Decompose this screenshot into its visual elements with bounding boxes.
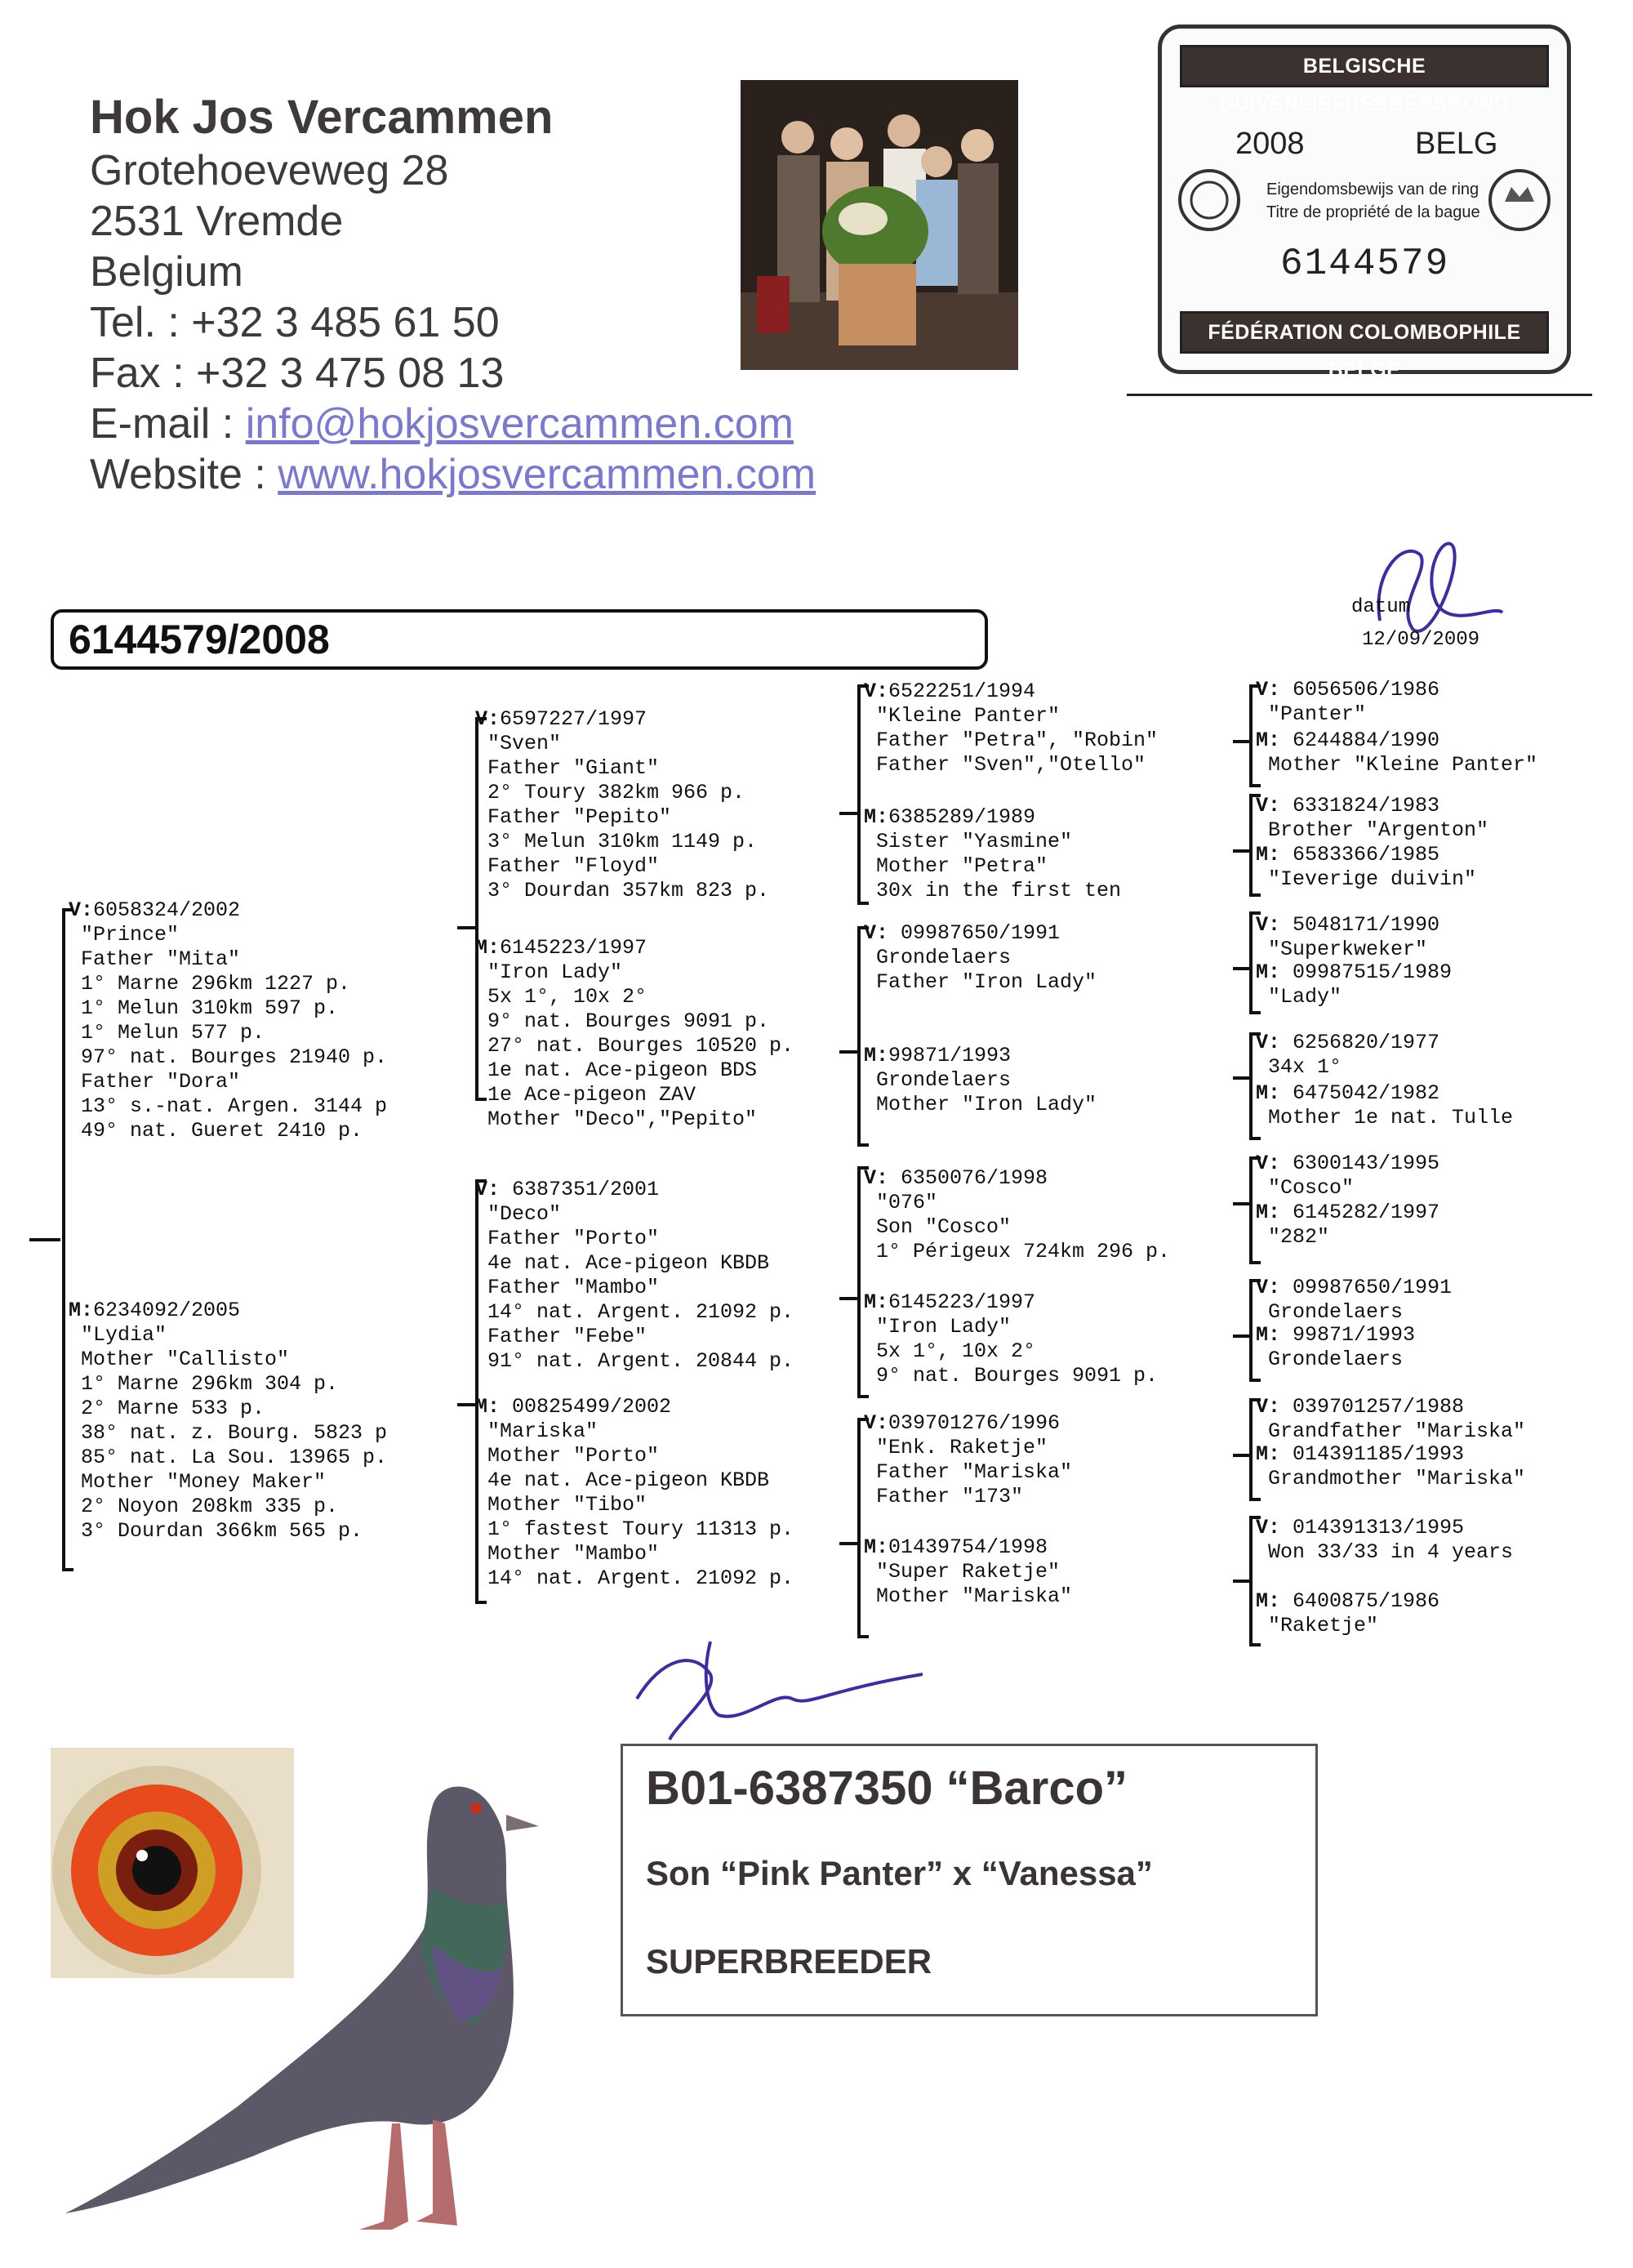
gen3-5	[864, 1290, 1158, 1388]
ring-certificate-frame	[1158, 25, 1571, 381]
gen4-8	[1256, 1152, 1439, 1201]
gen4-15-text: 6400875/1986 "Raketje"	[1268, 1589, 1440, 1638]
breeder-name: Hok Jos Vercammen	[90, 91, 554, 144]
date-label: datum	[1351, 596, 1411, 618]
gen4-9-label: M:	[1256, 1201, 1281, 1224]
website-link[interactable]: www.hokjosvercammen.com	[278, 451, 816, 498]
gen4-tick-6	[1233, 1454, 1249, 1457]
gen4-13-text: 014391185/1993 Grandmother "Mariska"	[1268, 1442, 1526, 1490]
gen4-bracket-4	[1249, 1156, 1253, 1264]
gen4-3	[1256, 843, 1476, 892]
date-value: 12/09/2009	[1362, 629, 1480, 651]
gen4-0-label: V:	[1256, 678, 1281, 702]
gen4-10-text: 09987650/1991 Grondelaers	[1268, 1276, 1453, 1324]
gen4-5	[1256, 960, 1452, 1009]
gen4-bracket-5	[1249, 1279, 1253, 1382]
gen1-sire-text: 6058324/2002 "Prince" Father "Mita" 1° Marne 296km 1227 p. 1° Melun 310km 597 p. 1° Melun 577 p. 97° nat. Bourges 21940 p. Father "Dora" 13° s.-nat. Argen. 3144 p 49° nat. Gueret 2410 p.	[81, 898, 388, 1143]
gen4-10	[1256, 1276, 1452, 1325]
gen4-tick-0	[1233, 740, 1249, 743]
gen1-sire	[69, 898, 387, 1143]
gen4-11	[1256, 1323, 1415, 1372]
pedigree-title-box	[51, 609, 988, 670]
gen4-12	[1256, 1395, 1525, 1444]
gen4-7	[1256, 1081, 1513, 1130]
breeder-header	[90, 90, 816, 500]
gen4-2-text: 6331824/1983 Brother "Argenton"	[1268, 794, 1489, 842]
ring-line-nl: Eigendomsbewijs van de ring	[1266, 180, 1479, 198]
featured-bird-box	[621, 1744, 1318, 2016]
gen1-bracket	[62, 908, 65, 1571]
breeder-street: Grotehoeveweg 28	[90, 147, 449, 194]
gen1-dam-text: 6234092/2005 "Lydia" Mother "Callisto" 1° Marne 296km 304 p. 2° Marne 533 p. 38° nat. z. Bourg. 5823 p 85° nat. La Sou. 13965 p. Mother "Money Maker" 2° Noyon 208km 335 p. 3° Dourdan 366km 565 p.	[81, 1299, 388, 1543]
gen3c-bracket	[857, 1166, 861, 1398]
gen4-11-label: M:	[1256, 1323, 1281, 1347]
gen4-7-label: M:	[1256, 1081, 1281, 1105]
gen3-3-text: 99871/1993 Grondelaers Mother "Iron Lady"	[876, 1044, 1097, 1116]
gen4-tick-1	[1233, 849, 1249, 853]
gen4-bracket-3	[1249, 1032, 1253, 1140]
breeder-website-row	[90, 449, 816, 500]
featured-bird-title: B01-6387350 “Barco”	[646, 1762, 1128, 1815]
gen1-dam	[69, 1299, 387, 1544]
breeder-fax: Fax : +32 3 475 08 13	[90, 350, 505, 397]
breeder-tel: Tel. : +32 3 485 61 50	[90, 299, 500, 346]
gen3-4	[864, 1166, 1170, 1264]
gen4-4-label: V:	[1256, 913, 1281, 937]
gen4-8-text: 6300143/1995 "Cosco"	[1268, 1152, 1440, 1200]
gen4-7-text: 6475042/1982 Mother 1e nat. Tulle	[1268, 1081, 1514, 1130]
gen2-3-label: M:	[475, 1395, 501, 1419]
ring-certificate	[1127, 16, 1592, 396]
pigeon-image-icon	[49, 1740, 572, 2246]
breeder-city: 2531 Vremde	[90, 198, 344, 245]
gen3-7-label: M:	[864, 1535, 889, 1559]
gen4-3-label: M:	[1256, 843, 1281, 867]
gen3d-connector	[839, 1542, 857, 1545]
gen2-sire-sire	[475, 707, 769, 903]
gen3-2-text: 09987650/1991 Grondelaers Father "Iron Lady"	[876, 921, 1097, 994]
featured-bird-tag: SUPERBREEDER	[646, 1942, 932, 1981]
gen4-8-label: V:	[1256, 1152, 1281, 1175]
gen3-6	[864, 1411, 1072, 1509]
team-photo	[741, 80, 1018, 370]
ring-bottom-banner: FÉDÉRATION COLOMBOPHILE BELGE	[1180, 311, 1549, 354]
gen2b-connector	[457, 1403, 475, 1406]
gen3-5-text: 6145223/1997 "Iron Lady" 5x 1°, 10x 2° 9° nat. Bourges 9091 p.	[876, 1290, 1159, 1388]
gen1-dam-label: M:	[69, 1299, 94, 1322]
gen4-14	[1256, 1516, 1513, 1565]
gen3-0-label: V:	[864, 680, 889, 703]
gen3-1-text: 6385289/1989 Sister "Yasmine" Mother "Petra" 30x in the first ten	[876, 805, 1122, 902]
gen4-12-text: 039701257/1988 Grandfather "Mariska"	[1268, 1395, 1526, 1443]
gen3-3-label: M:	[864, 1044, 889, 1067]
gen4-1-text: 6244884/1990 Mother "Kleine Panter"	[1268, 729, 1538, 777]
gen4-14-text: 014391313/1995 Won 33/33 in 4 years	[1268, 1516, 1514, 1564]
ring-number: 6144579	[1280, 243, 1450, 285]
gen4-6-label: V:	[1256, 1031, 1281, 1054]
gen4-tick-2	[1233, 967, 1249, 970]
gen4-2-label: V:	[1256, 794, 1281, 818]
gen4-6	[1256, 1031, 1439, 1080]
gen4-2	[1256, 794, 1488, 843]
gen4-5-label: M:	[1256, 960, 1281, 984]
gen3-1	[864, 805, 1121, 903]
gen4-4-text: 5048171/1990 "Superkweker"	[1268, 913, 1440, 961]
gen2-2-text: 6387351/2001 "Deco" Father "Porto" 4e nat. Ace-pigeon KBDB Father "Mambo" 14° nat. Argent. 21092 p. Father "Febe" 91° nat. Argent. 20844 p.	[487, 1178, 794, 1373]
breeder-email-row	[90, 399, 816, 449]
gen4-tick-3	[1233, 1076, 1249, 1080]
email-label: E-mail :	[90, 400, 246, 448]
ring-line-fr: Titre de propriété de la bague	[1266, 203, 1480, 221]
ring-country: BELG	[1415, 127, 1498, 161]
gen4-bracket-2	[1249, 911, 1253, 1014]
gen4-0	[1256, 678, 1439, 727]
gen3-5-label: M:	[864, 1290, 889, 1314]
gen4-0-text: 6056506/1986 "Panter"	[1268, 678, 1440, 726]
gen3-7-text: 01439754/1998 "Super Raketje" Mother "Mariska"	[876, 1535, 1073, 1608]
gen4-10-label: V:	[1256, 1276, 1281, 1299]
gen3a-connector	[839, 812, 857, 815]
gen1-sire-label: V:	[69, 898, 94, 922]
gen4-1-label: M:	[1256, 729, 1281, 752]
gen3b-connector	[839, 1050, 857, 1054]
gen4-6-text: 6256820/1977 34x 1°	[1268, 1031, 1440, 1079]
gen2a-connector	[457, 926, 475, 929]
gen2-sire-dam	[475, 936, 794, 1132]
gen4-bracket-1	[1249, 794, 1253, 897]
gen4-1	[1256, 729, 1537, 778]
ring-ornament-left-icon	[1168, 151, 1242, 249]
gen3-3	[864, 1044, 1097, 1117]
gen2-0-label: V:	[475, 707, 501, 731]
gen3d-bracket	[857, 1418, 861, 1638]
gen4-tick-4	[1233, 1202, 1249, 1205]
gen4-11-text: 99871/1993 Grondelaers	[1268, 1323, 1416, 1371]
gen4-bracket-6	[1249, 1398, 1253, 1501]
breeder-country: Belgium	[90, 248, 243, 296]
gen3c-connector	[839, 1297, 857, 1300]
gen3-4-label: V:	[864, 1166, 889, 1190]
featured-bird-parents: Son “Pink Panter” x “Vanessa”	[646, 1854, 1153, 1892]
gen2-1-text: 6145223/1997 "Iron Lady" 5x 1°, 10x 2° 9° nat. Bourges 9091 p. 27° nat. Bourges 10520 p. 1e nat. Ace-pigeon BDS 1e Ace-pigeon ZAV Mother "Deco","Pepito"	[487, 936, 794, 1131]
gen3-6-text: 039701276/1996 "Enk. Raketje" Father "Mariska" Father "173"	[876, 1411, 1073, 1508]
gen3-7	[864, 1535, 1072, 1609]
ring-year: 2008	[1235, 127, 1305, 161]
gen4-15-label: M:	[1256, 1589, 1281, 1613]
gen4-9	[1256, 1201, 1439, 1250]
gen4-bracket-7	[1249, 1516, 1253, 1646]
gen2-0-text: 6597227/1997 "Sven" Father "Giant" 2° Toury 382km 966 p. Father "Pepito" 3° Melun 310km 1149 p. Father "Floyd" 3° Dourdan 357km 823 p.	[487, 707, 770, 902]
gen4-bracket-0	[1249, 684, 1253, 787]
gen3a-bracket	[857, 684, 861, 905]
email-link[interactable]: info@hokjosvercammen.com	[245, 400, 794, 448]
root-connector	[29, 1238, 60, 1241]
ring-top-banner: BELGISCHE DUIVENLIEFHEBBERSBOND	[1180, 45, 1549, 87]
gen3-4-text: 6350076/1998 "076" Son "Cosco" 1° Périgeux 724km 296 p.	[876, 1166, 1171, 1263]
pedigree-id: 6144579/2008	[69, 617, 330, 662]
gen3-2-label: V:	[864, 921, 889, 945]
gen3-0	[864, 680, 1158, 778]
gen4-13-label: M:	[1256, 1442, 1281, 1466]
website-label: Website :	[90, 451, 278, 498]
gen2-2-label: V:	[475, 1178, 501, 1201]
gen4-13	[1256, 1442, 1525, 1491]
gen2-dam-sire	[475, 1178, 794, 1374]
gen2-3-text: 00825499/2002 "Mariska" Mother "Porto" 4e nat. Ace-pigeon KBDB Mother "Tibo" 1° fastest Toury 11313 p. Mother "Mambo" 14° nat. Argent. 21092 p.	[487, 1395, 794, 1590]
gen4-3-text: 6583366/1985 "Ieverige duivin"	[1268, 843, 1477, 891]
gen3-6-label: V:	[864, 1411, 889, 1435]
gen4-tick-7	[1233, 1580, 1249, 1583]
gen2-dam-dam	[475, 1395, 794, 1591]
gen4-5-text: 09987515/1989 "Lady"	[1268, 960, 1453, 1009]
gen4-12-label: V:	[1256, 1395, 1281, 1419]
gen3-1-label: M:	[864, 805, 889, 829]
ring-ornament-right-icon	[1487, 151, 1560, 249]
signature-bottom-icon	[629, 1625, 923, 1748]
gen4-tick-5	[1233, 1335, 1249, 1338]
gen2-1-label: M:	[475, 936, 501, 960]
gen4-4	[1256, 913, 1439, 962]
gen4-14-label: V:	[1256, 1516, 1281, 1539]
gen3b-bracket	[857, 926, 861, 1147]
gen3-2	[864, 921, 1097, 995]
gen3-0-text: 6522251/1994 "Kleine Panter" Father "Petra", "Robin" Father "Sven","Otello"	[876, 680, 1159, 777]
gen4-9-text: 6145282/1997 "282"	[1268, 1201, 1440, 1249]
gen4-15	[1256, 1589, 1439, 1638]
